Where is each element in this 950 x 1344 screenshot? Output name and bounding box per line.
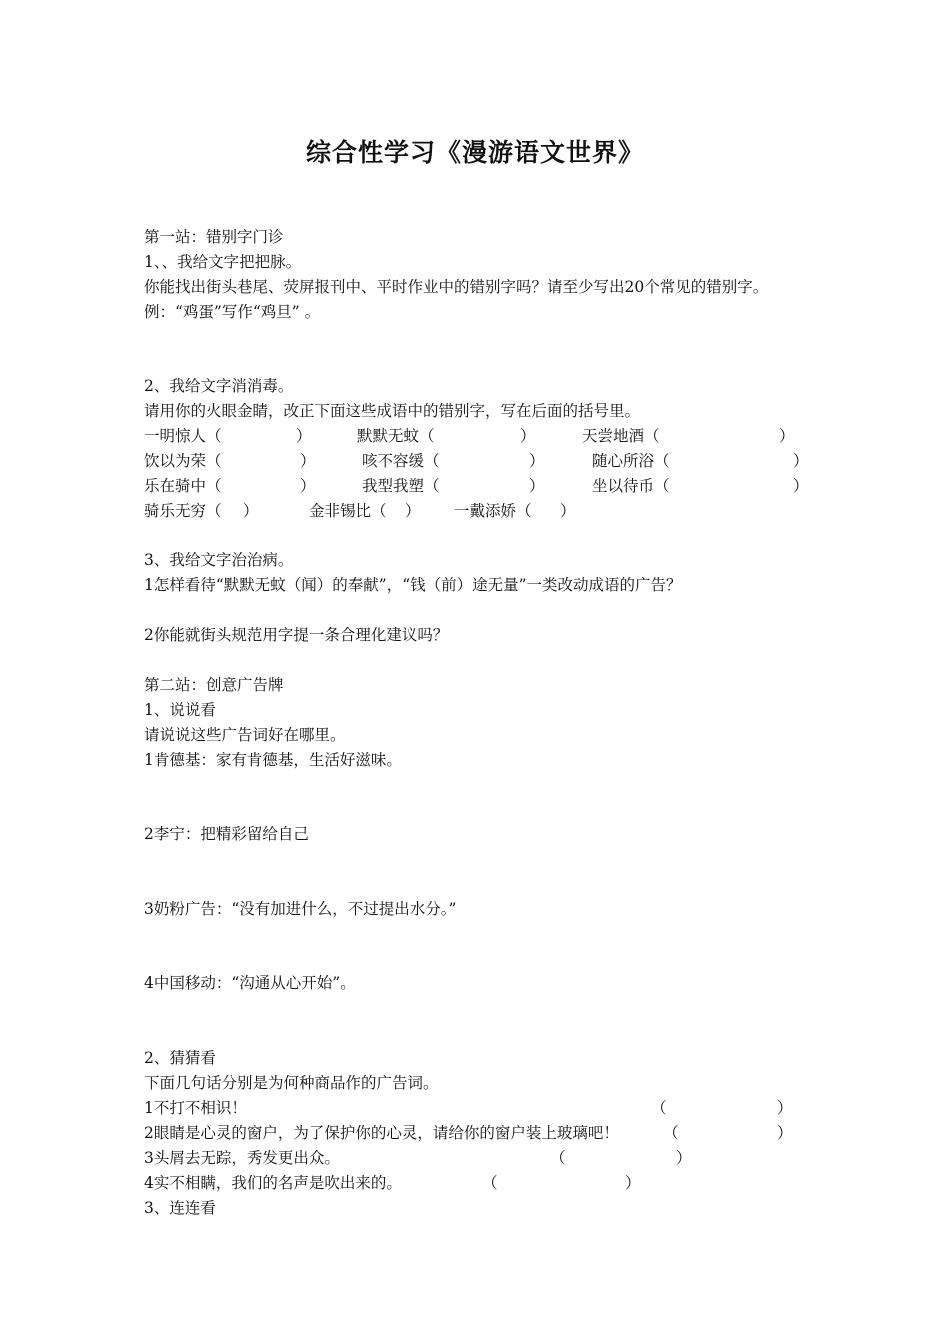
- idiom-blank-close: ）: [520, 427, 536, 445]
- answer-close-paren: ）: [777, 1124, 793, 1142]
- idiom-blank-close: ）: [793, 477, 809, 495]
- s2-title: 2、猜猜看: [144, 1049, 216, 1067]
- answer-close-paren: ）: [625, 1174, 641, 1192]
- answer-open-paren: （: [550, 1149, 566, 1167]
- idiom-item: 饮以为荣（: [144, 452, 222, 470]
- idiom-blank-close: ）: [405, 502, 421, 520]
- q1-prompt: 你能找出街头巷尾、荧屏报刊中、平时作业中的错别字吗？请至少写出20个常见的错别字。: [144, 278, 769, 296]
- idiom-item: 默默无蚊（: [357, 427, 435, 445]
- idiom-item: 骑乐无穷（: [144, 502, 222, 520]
- q3-item2: 2你能就街头规范用字提一条合理化建议吗？: [144, 626, 449, 644]
- q3-item1: 1怎样看待“默默无蚊（闻）的奉献”，“钱（前）途无量”一类改动成语的广告？: [144, 576, 682, 594]
- station1-heading: 第一站：错别字门诊: [144, 228, 284, 246]
- s3-title: 3、连连看: [144, 1199, 216, 1217]
- answer-open-paren: （: [651, 1099, 667, 1117]
- idiom-item: 一戴添娇（: [454, 502, 532, 520]
- idiom-blank-close: ）: [560, 502, 576, 520]
- idiom-item: 金非锡比（: [309, 502, 387, 520]
- q2-prompt: 请用你的火眼金睛，改正下面这些成语中的错别字，写在后面的括号里。: [144, 402, 641, 420]
- list-item: 3奶粉广告：“没有加进什么，不过提出水分。”: [144, 900, 457, 918]
- list-item: 4实不相瞒，我们的名声是吹出来的。: [144, 1174, 402, 1192]
- idiom-blank-close: ）: [793, 452, 809, 470]
- idiom-item: 坐以待币（: [592, 477, 670, 495]
- idiom-blank-close: ）: [529, 477, 545, 495]
- idiom-item: 随心所浴（: [592, 452, 670, 470]
- list-item: 1不打不相识！: [144, 1099, 247, 1117]
- q1-title: 1、、我给文字把把脉。: [144, 253, 302, 271]
- answer-close-paren: ）: [777, 1099, 793, 1117]
- idiom-item: 我型我塑（: [362, 477, 440, 495]
- idiom-item: 乐在骑中（: [144, 477, 222, 495]
- q1-example: 例：“鸡蛋”写作“鸡旦” 。: [144, 303, 321, 321]
- idiom-blank-close: ）: [529, 452, 545, 470]
- page-title: 综合性学习《漫游语文世界》: [305, 138, 644, 167]
- list-item: 2李宁：把精彩留给自己: [144, 825, 309, 843]
- idiom-blank-close: ）: [779, 427, 795, 445]
- q2-title: 2、我给文字消消毒。: [144, 377, 294, 395]
- answer-close-paren: ）: [676, 1149, 692, 1167]
- answer-open-paren: （: [663, 1124, 679, 1142]
- list-item: 1肯德基：家有肯德基，生活好滋味。: [144, 751, 402, 769]
- idiom-item: 一明惊人（: [144, 427, 222, 445]
- list-item: 4中国移动：“沟通从心开始”。: [144, 974, 356, 992]
- idiom-item: 咳不容缓（: [362, 452, 440, 470]
- s2-prompt: 下面几句话分别是为何种商品作的广告词。: [144, 1074, 439, 1092]
- s1-title: 1、说说看: [144, 701, 216, 719]
- idiom-item: 天尝地酒（: [582, 427, 660, 445]
- idiom-blank-close: ）: [296, 427, 312, 445]
- q3-title: 3、我给文字治治病。: [144, 551, 294, 569]
- idiom-blank-close: ）: [300, 477, 316, 495]
- idiom-blank-close: ）: [243, 502, 259, 520]
- s1-prompt: 请说说这些广告词好在哪里。: [144, 726, 346, 744]
- station2-heading: 第二站：创意广告牌: [144, 676, 284, 694]
- list-item: 3头屑去无踪，秀发更出众。: [144, 1149, 340, 1167]
- idiom-blank-close: ）: [300, 452, 316, 470]
- list-item: 2眼睛是心灵的窗户，为了保护你的心灵，请给你的窗户装上玻璃吧！: [144, 1124, 619, 1142]
- answer-open-paren: （: [482, 1174, 498, 1192]
